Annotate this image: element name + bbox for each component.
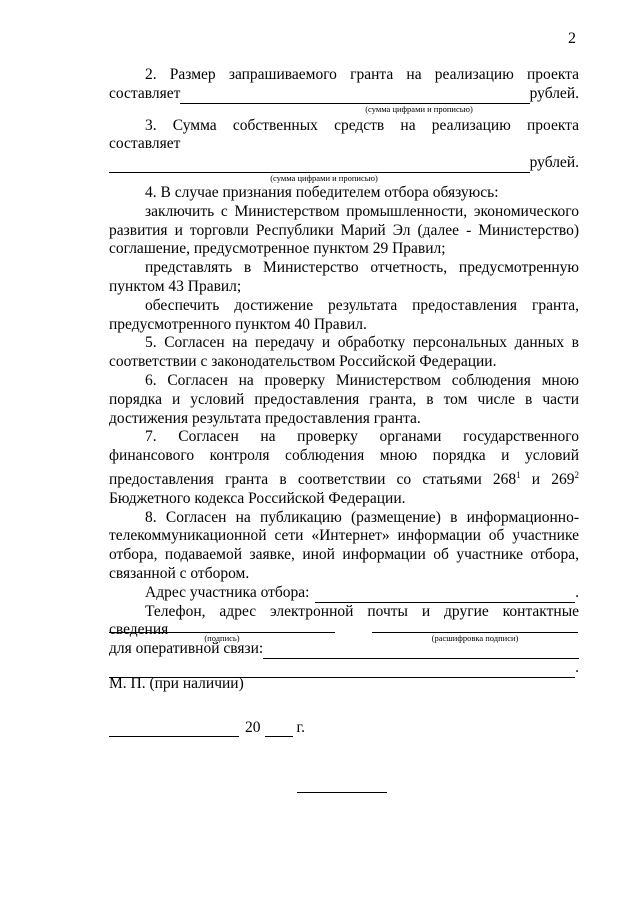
contacts-prefix: для оперативной связи: bbox=[109, 640, 264, 658]
item-2-line1: 2. Размер запрашиваемого гранта на реализацию проекта bbox=[145, 66, 579, 83]
item-3-caption: (сумма цифрами и прописью) bbox=[270, 172, 378, 183]
date-day-month-field[interactable] bbox=[109, 722, 239, 737]
contacts-field[interactable] bbox=[263, 644, 579, 659]
item-7: 7. Согласен на проверку органами государственного финансового контроля соблюдения мною порядка и условий предоставления гранта в соответствии со статьями $268^1$ и $269^2$ Бюджетного кодекса Российской Федерации. bbox=[109, 428, 579, 507]
item-4-c: обеспечить достижение результата предоставления гранта, предусмотренного пунктом 40 Правил. bbox=[109, 296, 579, 333]
item-3-amount-row bbox=[109, 154, 579, 173]
item-3-line1: 3. Сумма собственных средств на реализацию проекта составляет bbox=[109, 116, 579, 153]
date-year-prefix: 20 bbox=[245, 719, 261, 736]
contacts-row-2: . bbox=[109, 659, 579, 678]
page-number: 2 bbox=[568, 30, 576, 47]
item-2-caption: (сумма цифрами и прописью) bbox=[365, 103, 473, 114]
item-5: 5. Согласен на передачу и обработку персональных данных в соответствии с законодательством Российской Федерации. bbox=[109, 334, 579, 371]
address-label: Адрес участника отбора: bbox=[145, 583, 310, 601]
signature-name-caption: (расшифровка подписи) bbox=[431, 633, 519, 643]
item-2-suffix: рублей. bbox=[529, 84, 579, 102]
contacts-line1: Телефон, адрес электронной почты и другие контактные сведения bbox=[109, 602, 579, 639]
item-3-suffix: рублей. bbox=[529, 154, 579, 172]
item-4-a: заключить с Министерством промышленности, экономического развития и торговли Республики Марий Эл (далее - Министерство) соглашение, предусмотренное пунктом 29 Правил; bbox=[109, 202, 579, 258]
closing-rule bbox=[297, 792, 387, 793]
item-2-amount-row bbox=[109, 85, 579, 104]
date-row bbox=[109, 719, 305, 737]
item-4-intro: 4. В случае признания победителем отбора обязуюсь: bbox=[145, 183, 499, 201]
document-body bbox=[109, 66, 579, 678]
item-4-b: представлять в Министерство отчетность, предусмотренную пунктом 43 Правил; bbox=[109, 259, 579, 295]
signature-caption: (подпись) bbox=[204, 633, 240, 643]
item-2-prefix: составляет bbox=[109, 84, 181, 102]
signature-name-field[interactable] bbox=[372, 618, 578, 633]
item-8: 8. Согласен на публикацию (размещение) в информационно-телекоммуникационной сети «Интернет» информации об участнике отбора, подаваемой заявке, иной информации об участнике отбора, связанной с отбором. bbox=[109, 508, 579, 583]
stamp-label: М. П. (при наличии) bbox=[109, 675, 244, 692]
signature-field[interactable] bbox=[109, 618, 335, 633]
date-year-suffix: г. bbox=[296, 719, 305, 736]
address-field[interactable] bbox=[315, 588, 575, 603]
address-row: Адрес участника отбора: . bbox=[145, 583, 579, 601]
own-funds-field[interactable] bbox=[109, 158, 530, 173]
item-6: 6. Согласен на проверку Министерством соблюдения мною порядка и условий предоставления гранта, в том числе в части достижения результата предоставления гранта. bbox=[109, 371, 579, 427]
date-year-field[interactable] bbox=[265, 722, 293, 737]
grant-amount-field[interactable] bbox=[180, 89, 529, 104]
